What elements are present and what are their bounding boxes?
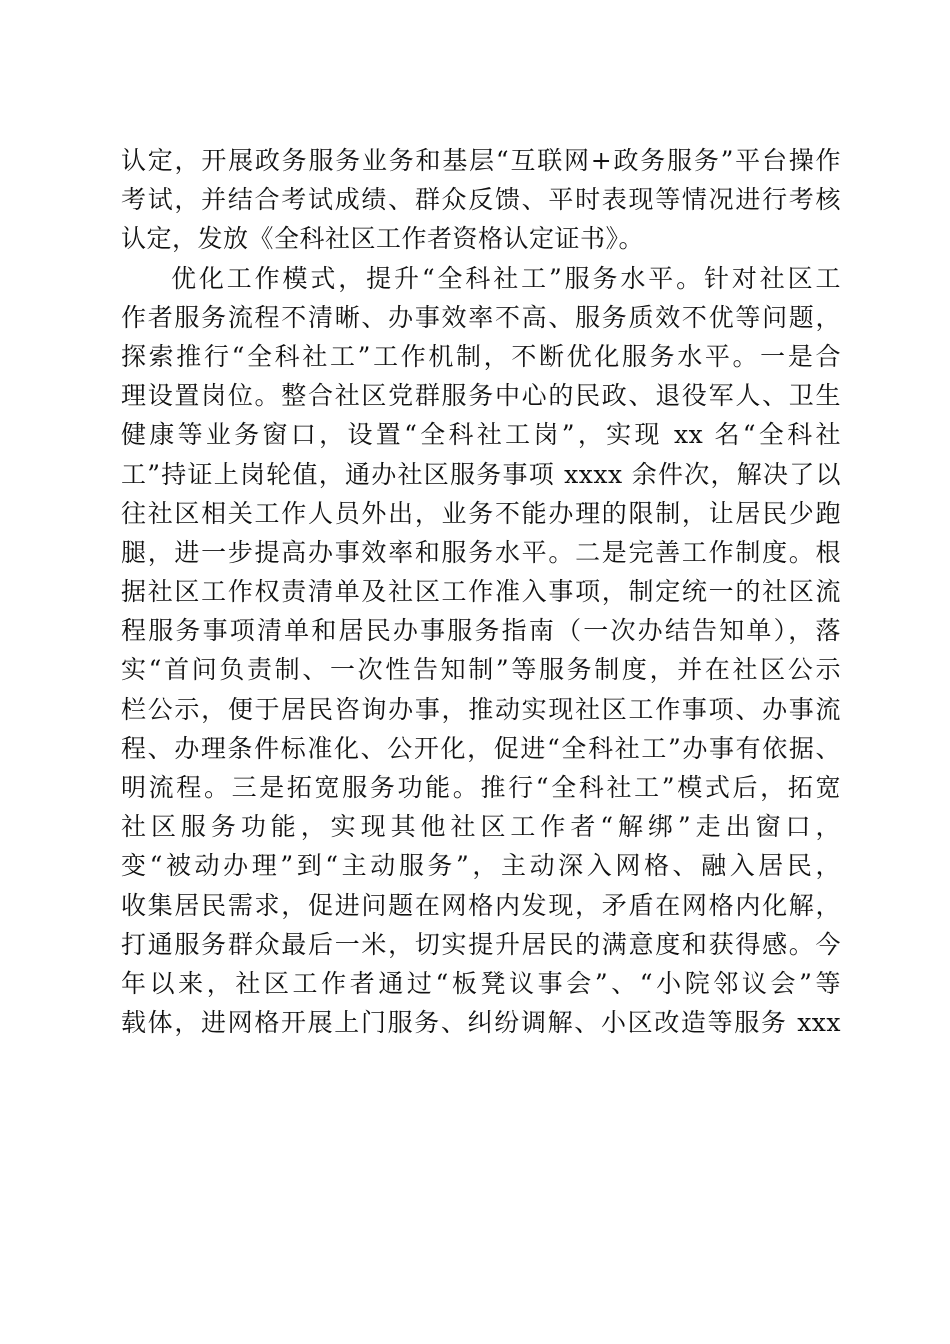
text-line: 打通服务群众最后一米，切实提升居民的满意度和获得感。今 [121, 929, 841, 959]
text-line: 栏公示，便于居民咨询办事，推动实现社区工作事项、办事流 [121, 694, 841, 724]
text-line: 据社区工作权责清单及社区工作准入事项，制定统一的社区流 [121, 577, 841, 607]
text-line: 变“被动办理”到“主动服务”，主动深入网格、融入居民， [121, 851, 841, 881]
text-line: 考试，并结合考试成绩、群众反馈、平时表现等情况进行考核 [121, 185, 841, 215]
body-text [121, 141, 841, 1042]
text-line: 收集居民需求，促进问题在网格内发现，矛盾在网格内化解， [121, 890, 841, 920]
text-line: 腿，进一步提高办事效率和服务水平。二是完善工作制度。根 [121, 537, 841, 567]
text-line: 程、办理条件标准化、公开化，促进“全科社工”办事有依据、 [121, 733, 841, 763]
text-line: 实“首问负责制、一次性告知制”等服务制度，并在社区公示 [121, 655, 841, 685]
text-line: 认定，开展政务服务业务和基层“互联网+政务服务”平台操作 [121, 146, 841, 175]
paragraph-first-line: 优化工作模式，提升“全科社工”服务水平。针对社区工 [171, 263, 841, 293]
text-line: 理设置岗位。整合社区党群服务中心的民政、退役军人、卫生 [121, 381, 841, 411]
text-line: 年以来，社区工作者通过“板凳议事会”、“小院邻议会”等 [121, 968, 841, 998]
text-line: 程服务事项清单和居民办事服务指南（一次办结告知单），落 [121, 616, 841, 646]
text-line: 健康等业务窗口，设置“全科社工岗”，实现 xx 名“全科社 [121, 420, 841, 450]
text-line: 载体，进网格开展上门服务、纠纷调解、小区改造等服务 xxx [121, 1008, 841, 1038]
text-line: 认定，发放《全科社区工作者资格认定证书》。 [121, 224, 645, 254]
text-line: 往社区相关工作人员外出，业务不能办理的限制，让居民少跑 [121, 498, 841, 528]
text-line: 探索推行“全科社工”工作机制，不断优化服务水平。一是合 [121, 341, 841, 371]
text-line: 工”持证上岗轮值，通办社区服务事项 xxxx 余件次，解决了以 [121, 459, 841, 489]
text-line: 社区服务功能，实现其他社区工作者“解绑”走出窗口， [121, 812, 841, 842]
text-line: 明流程。三是拓宽服务功能。推行“全科社工”模式后，拓宽 [121, 773, 841, 802]
text-line: 作者服务流程不清晰、办事效率不高、服务质效不优等问题， [121, 302, 841, 332]
